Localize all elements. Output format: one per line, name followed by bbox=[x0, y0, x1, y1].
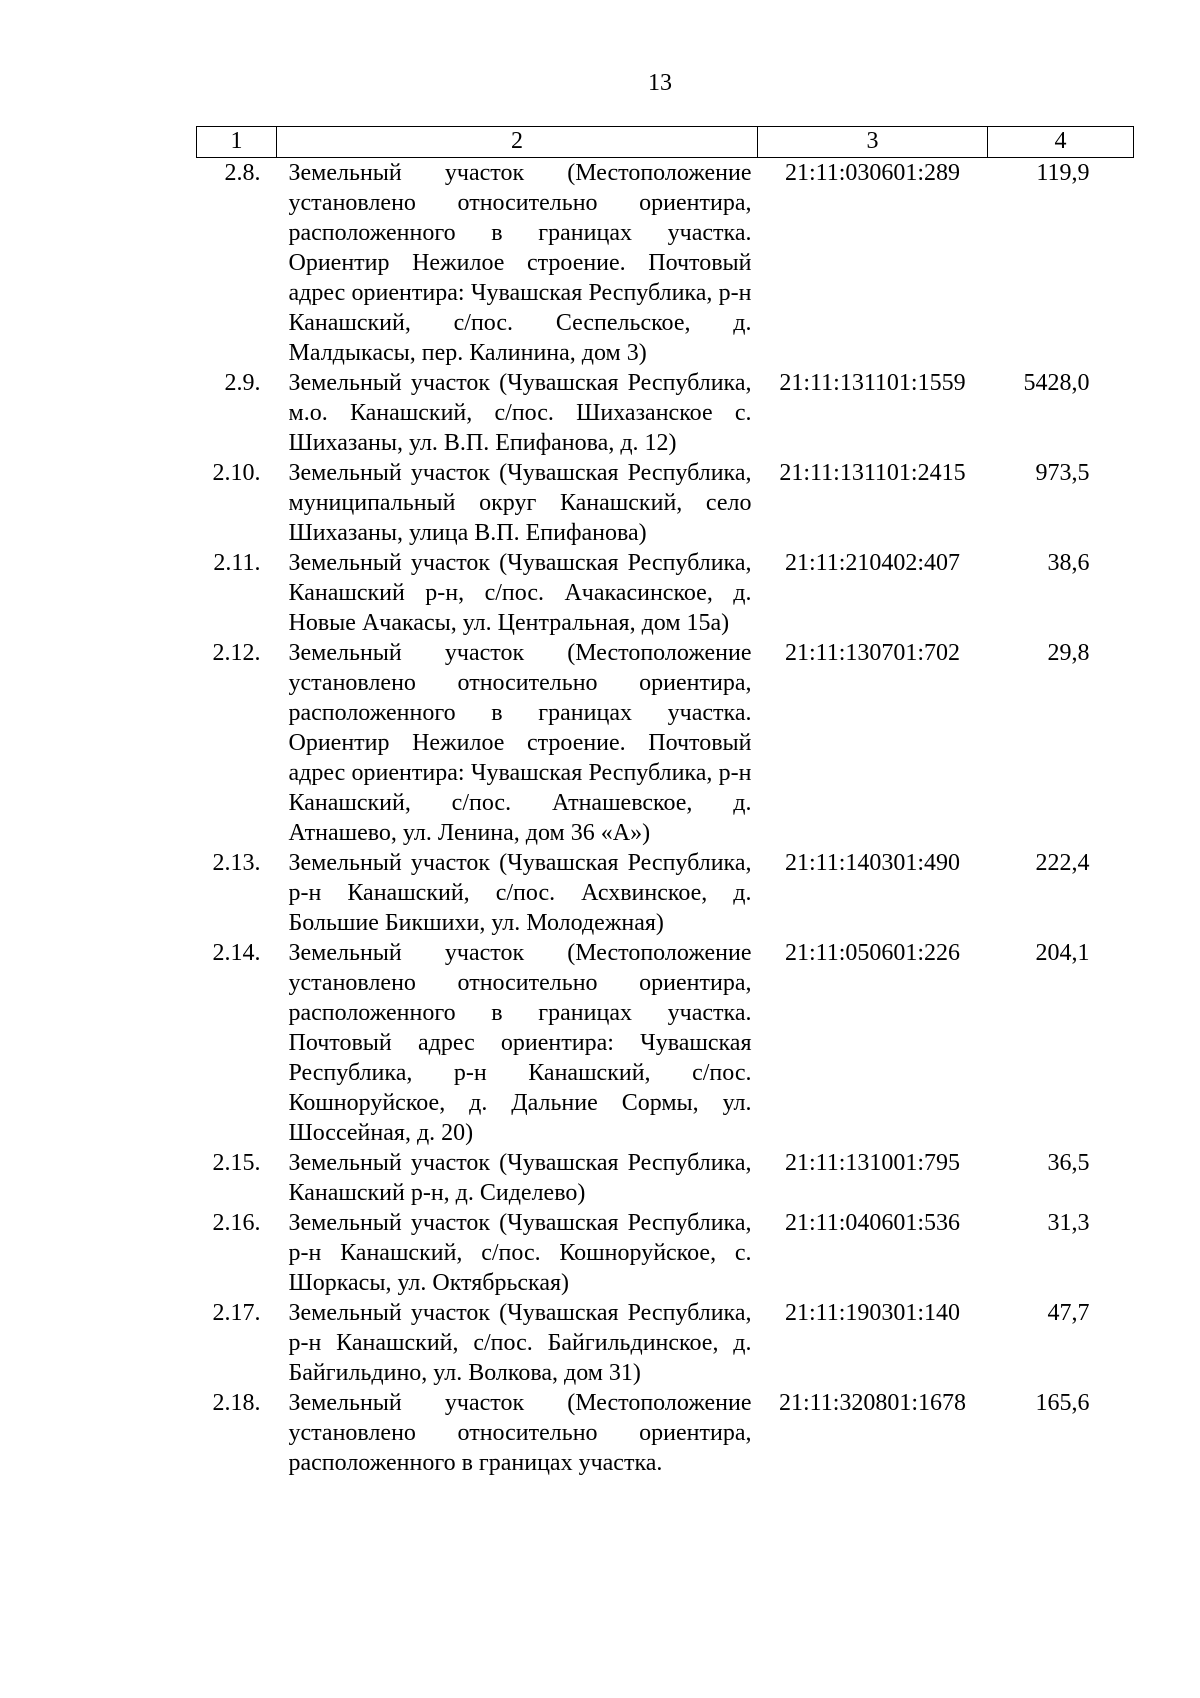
table-header-row bbox=[197, 127, 1134, 158]
row-cadastral-number: 21:11:130701:702 bbox=[784, 640, 961, 666]
row-area: 973,5 bbox=[1035, 460, 1090, 486]
row-number: 2.12. bbox=[212, 640, 261, 666]
row-number: 2.17. bbox=[212, 1300, 261, 1326]
row-cadastral-number: 21:11:040601:536 bbox=[784, 1210, 961, 1236]
row-description: Земельный участок (Чувашская Республика, Канашский р-н, д. Сиделево) bbox=[288, 1150, 752, 1206]
row-description: Земельный участок (Чувашская Республика, муниципальный округ Канашский, село Шихазаны, улица В.П. Епифанова) bbox=[288, 460, 752, 546]
row-description: Земельный участок (Чувашская Республика, Канашский р-н, с/пос. Ачакасинское, д. Новые Ачакасы, ул. Центральная, дом 15а) bbox=[288, 550, 752, 636]
page-number: 13 bbox=[648, 70, 672, 96]
row-area: 119,9 bbox=[1036, 160, 1090, 186]
row-number: 2.13. bbox=[212, 850, 261, 876]
row-cadastral-number: 21:11:320801:1678 bbox=[778, 1390, 967, 1416]
table-row bbox=[197, 1208, 1134, 1298]
row-number: 2.8. bbox=[224, 160, 261, 186]
row-number: 2.16. bbox=[212, 1210, 261, 1236]
row-cadastral-number: 21:11:140301:490 bbox=[784, 850, 961, 876]
row-number: 2.11. bbox=[213, 550, 261, 576]
row-area: 36,5 bbox=[1047, 1150, 1090, 1176]
column-header-2: 2 bbox=[277, 127, 758, 158]
row-description: Земельный участок (Чувашская Республика, р-н Канашский, с/пос. Асхвинское, д. Большие Бикшихи, ул. Молодежная) bbox=[288, 850, 752, 936]
row-area: 204,1 bbox=[1035, 940, 1090, 966]
row-description: Земельный участок (Чувашская Республика, р-н Канашский, с/пос. Байгильдинское, д. Байгильдино, ул. Волкова, дом 31) bbox=[288, 1300, 752, 1386]
row-area: 47,7 bbox=[1047, 1300, 1090, 1326]
row-description: Земельный участок (Чувашская Республика, м.о. Канашский, с/пос. Шихазанское с. Шихазаны, ул. В.П. Епифанова, д. 12) bbox=[288, 370, 752, 456]
row-cadastral-number: 21:11:030601:289 bbox=[784, 160, 961, 186]
row-cadastral-number: 21:11:210402:407 bbox=[784, 550, 961, 576]
row-description: Земельный участок (Местоположение установлено относительно ориентира, расположенного в границах участка. Ориентир Нежилое строение. Почтовый адрес ориентира: Чувашская Республика, р-н Канашский, с/пос. Сеспельское, д. Малдыкасы, пер. Калинина, дом 3) bbox=[288, 160, 752, 366]
row-number: 2.15. bbox=[212, 1150, 261, 1176]
table-row bbox=[197, 158, 1134, 369]
row-cadastral-number: 21:11:050601:226 bbox=[784, 940, 961, 966]
table-row bbox=[197, 548, 1134, 638]
column-header-3: 3 bbox=[758, 127, 988, 158]
row-number: 2.10. bbox=[212, 460, 261, 486]
row-area: 31,3 bbox=[1047, 1210, 1090, 1236]
row-cadastral-number: 21:11:131101:2415 bbox=[779, 460, 966, 486]
row-description: Земельный участок (Местоположение установлено относительно ориентира, расположенного в границах участка. bbox=[288, 1390, 752, 1476]
row-cadastral-number: 21:11:131001:795 bbox=[784, 1150, 961, 1176]
row-area: 38,6 bbox=[1047, 550, 1090, 576]
row-number: 2.18. bbox=[212, 1390, 261, 1416]
land-plots-table bbox=[196, 126, 1134, 1478]
table-row bbox=[197, 638, 1134, 848]
row-number: 2.14. bbox=[212, 940, 261, 966]
table-row bbox=[197, 1298, 1134, 1388]
row-area: 5428,0 bbox=[1023, 370, 1090, 396]
row-description: Земельный участок (Местоположение установлено относительно ориентира, расположенного в границах участка. Почтовый адрес ориентира: Чувашская Республика, р-н Канашский, с/пос. Кошноруйское, д. Дальние Сормы, ул. Шоссейная, д. 20) bbox=[288, 940, 752, 1146]
table-row bbox=[197, 368, 1134, 458]
table-row bbox=[197, 458, 1134, 548]
row-area: 222,4 bbox=[1035, 850, 1090, 876]
table-row bbox=[197, 1388, 1134, 1478]
table-row bbox=[197, 848, 1134, 938]
row-number: 2.9. bbox=[224, 370, 261, 396]
table-row bbox=[197, 1148, 1134, 1208]
row-area: 29,8 bbox=[1047, 640, 1090, 666]
row-cadastral-number: 21:11:190301:140 bbox=[784, 1300, 961, 1326]
column-header-1: 1 bbox=[197, 127, 277, 158]
row-description: Земельный участок (Местоположение установлено относительно ориентира, расположенного в границах участка. Ориентир Нежилое строение. Почтовый адрес ориентира: Чувашская Республика, р-н Канашский, с/пос. Атнашевское, д. Атнашево, ул. Ленина, дом 36 «А») bbox=[288, 640, 752, 846]
row-area: 165,6 bbox=[1035, 1390, 1090, 1416]
row-cadastral-number: 21:11:131101:1559 bbox=[779, 370, 966, 396]
column-header-4: 4 bbox=[988, 127, 1134, 158]
table-row bbox=[197, 938, 1134, 1148]
row-description: Земельный участок (Чувашская Республика, р-н Канашский, с/пос. Кошноруйское, с. Шоркасы, ул. Октябрьская) bbox=[288, 1210, 752, 1296]
